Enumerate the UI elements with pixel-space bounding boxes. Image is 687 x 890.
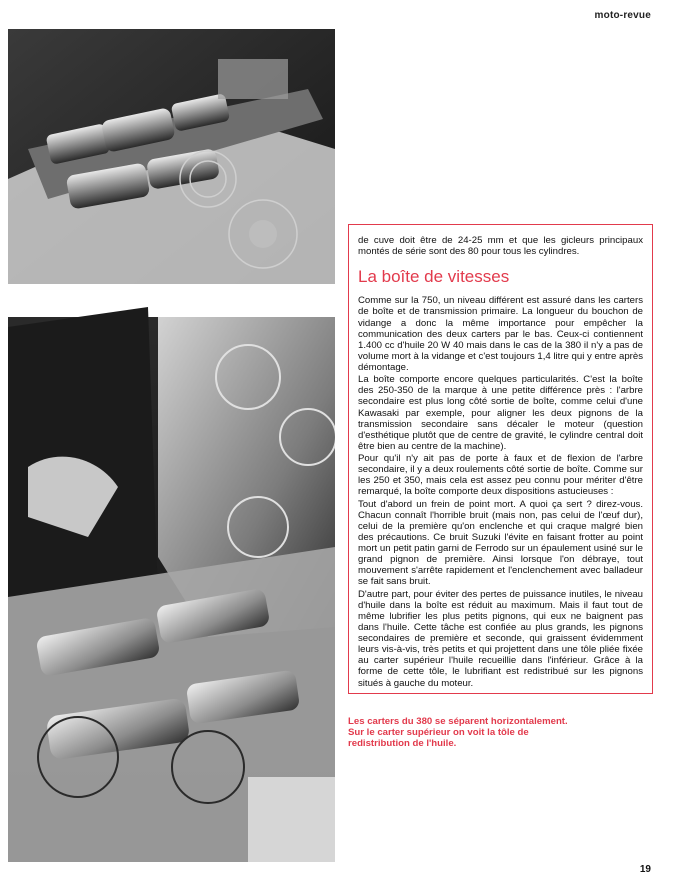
article-paragraph: Pour qu'il n'y ait pas de porte à faux et de flexion de l'arbre secondaire, il y a deux roulements côté sortie de boîte. Comme sur les 250 et 350, mais cela est assez peu connu pour mériter d'être remarqué, la boîte comporte deux dispositions astucieuses : xyxy=(358,453,643,498)
photo-caption: Les carters du 380 se séparent horizontalement. Sur le carter supérieur on voit la tôle de redistribution de l'huile. xyxy=(348,716,568,750)
article-paragraph: D'autre part, pour éviter des pertes de puissance inutiles, le niveau d'huile dans la boîte est réduit au maximum. Mais il faut tout de même lubrifier les plus petits pignons, qui eux ne baignent pas dans l'huile. Cette tâche est confiée au plus grands, les pignons secondaires de première et seconde, qui graissent évidemment leurs vis-à-vis, très petits et qui projettent dans une tôle pliée fixée au carter supérieur l'huile recueillie dans l'inférieur. Grâce à la forme de cette tôle, le lubrifiant est redistribué sur les pignons situés à gauche du moteur. xyxy=(358,588,643,689)
magazine-brand: moto-revue xyxy=(594,10,651,21)
article-intro: de cuve doit être de 24-25 mm et que les gicleurs principaux montés de série sont des 80 pour tous les cylindres. xyxy=(358,235,643,258)
article-paragraph: Tout d'abord un frein de point mort. A quoi ça sert ? direz-vous. Chacun connaît l'horrible bruit (mais non, pas celui de l'œuf dur), celui de la première qu'on enclenche et qui craque malgré bien des précautions. Ce bruit Suzuki l'évite en faisant frotter au point mort un petit patin garni de Ferrodo sur un épaulement usiné sur le grand pignon de première. Ainsi lorsque l'on débraye, tout mouvement s'arrête rapidement et l'enclenchement avec balladeur se fait sans bruit. xyxy=(358,498,643,588)
gearbox-photo-bottom xyxy=(8,297,335,862)
page-number: 19 xyxy=(639,864,651,875)
article-paragraph: Comme sur la 750, un niveau différent est assuré dans les carters de boîte et de transmission primaire. La longueur du bouchon de vidange a donc la même importance pour empêcher la communication des deux carters par le bas. Ceux-ci contiennent 1.400 cc d'huile 20 W 40 mais dans le cas de la 380 il n'y a pas de volume mort à la vidange et c'est toujours 1,4 litre qui y entre après démontage. xyxy=(358,295,643,373)
gearbox-photo-top xyxy=(8,29,335,284)
section-heading: La boîte de vitesses xyxy=(358,267,510,287)
article-paragraph: La boîte comporte encore quelques particularités. C'est la boîte des 250-350 de la marque à une petite différence près : l'arbre secondaire est plus long côté sortie de boîte, comme celui d'une Kawasaki par exemple, pour aligner les deux pignons de la transmission secondaire sans décaler le moteur (question d'esthétique plutôt que de centre de gravité, le cylindre central doit être bien au centre de la machine). xyxy=(358,374,643,452)
article-text-box xyxy=(348,224,653,694)
